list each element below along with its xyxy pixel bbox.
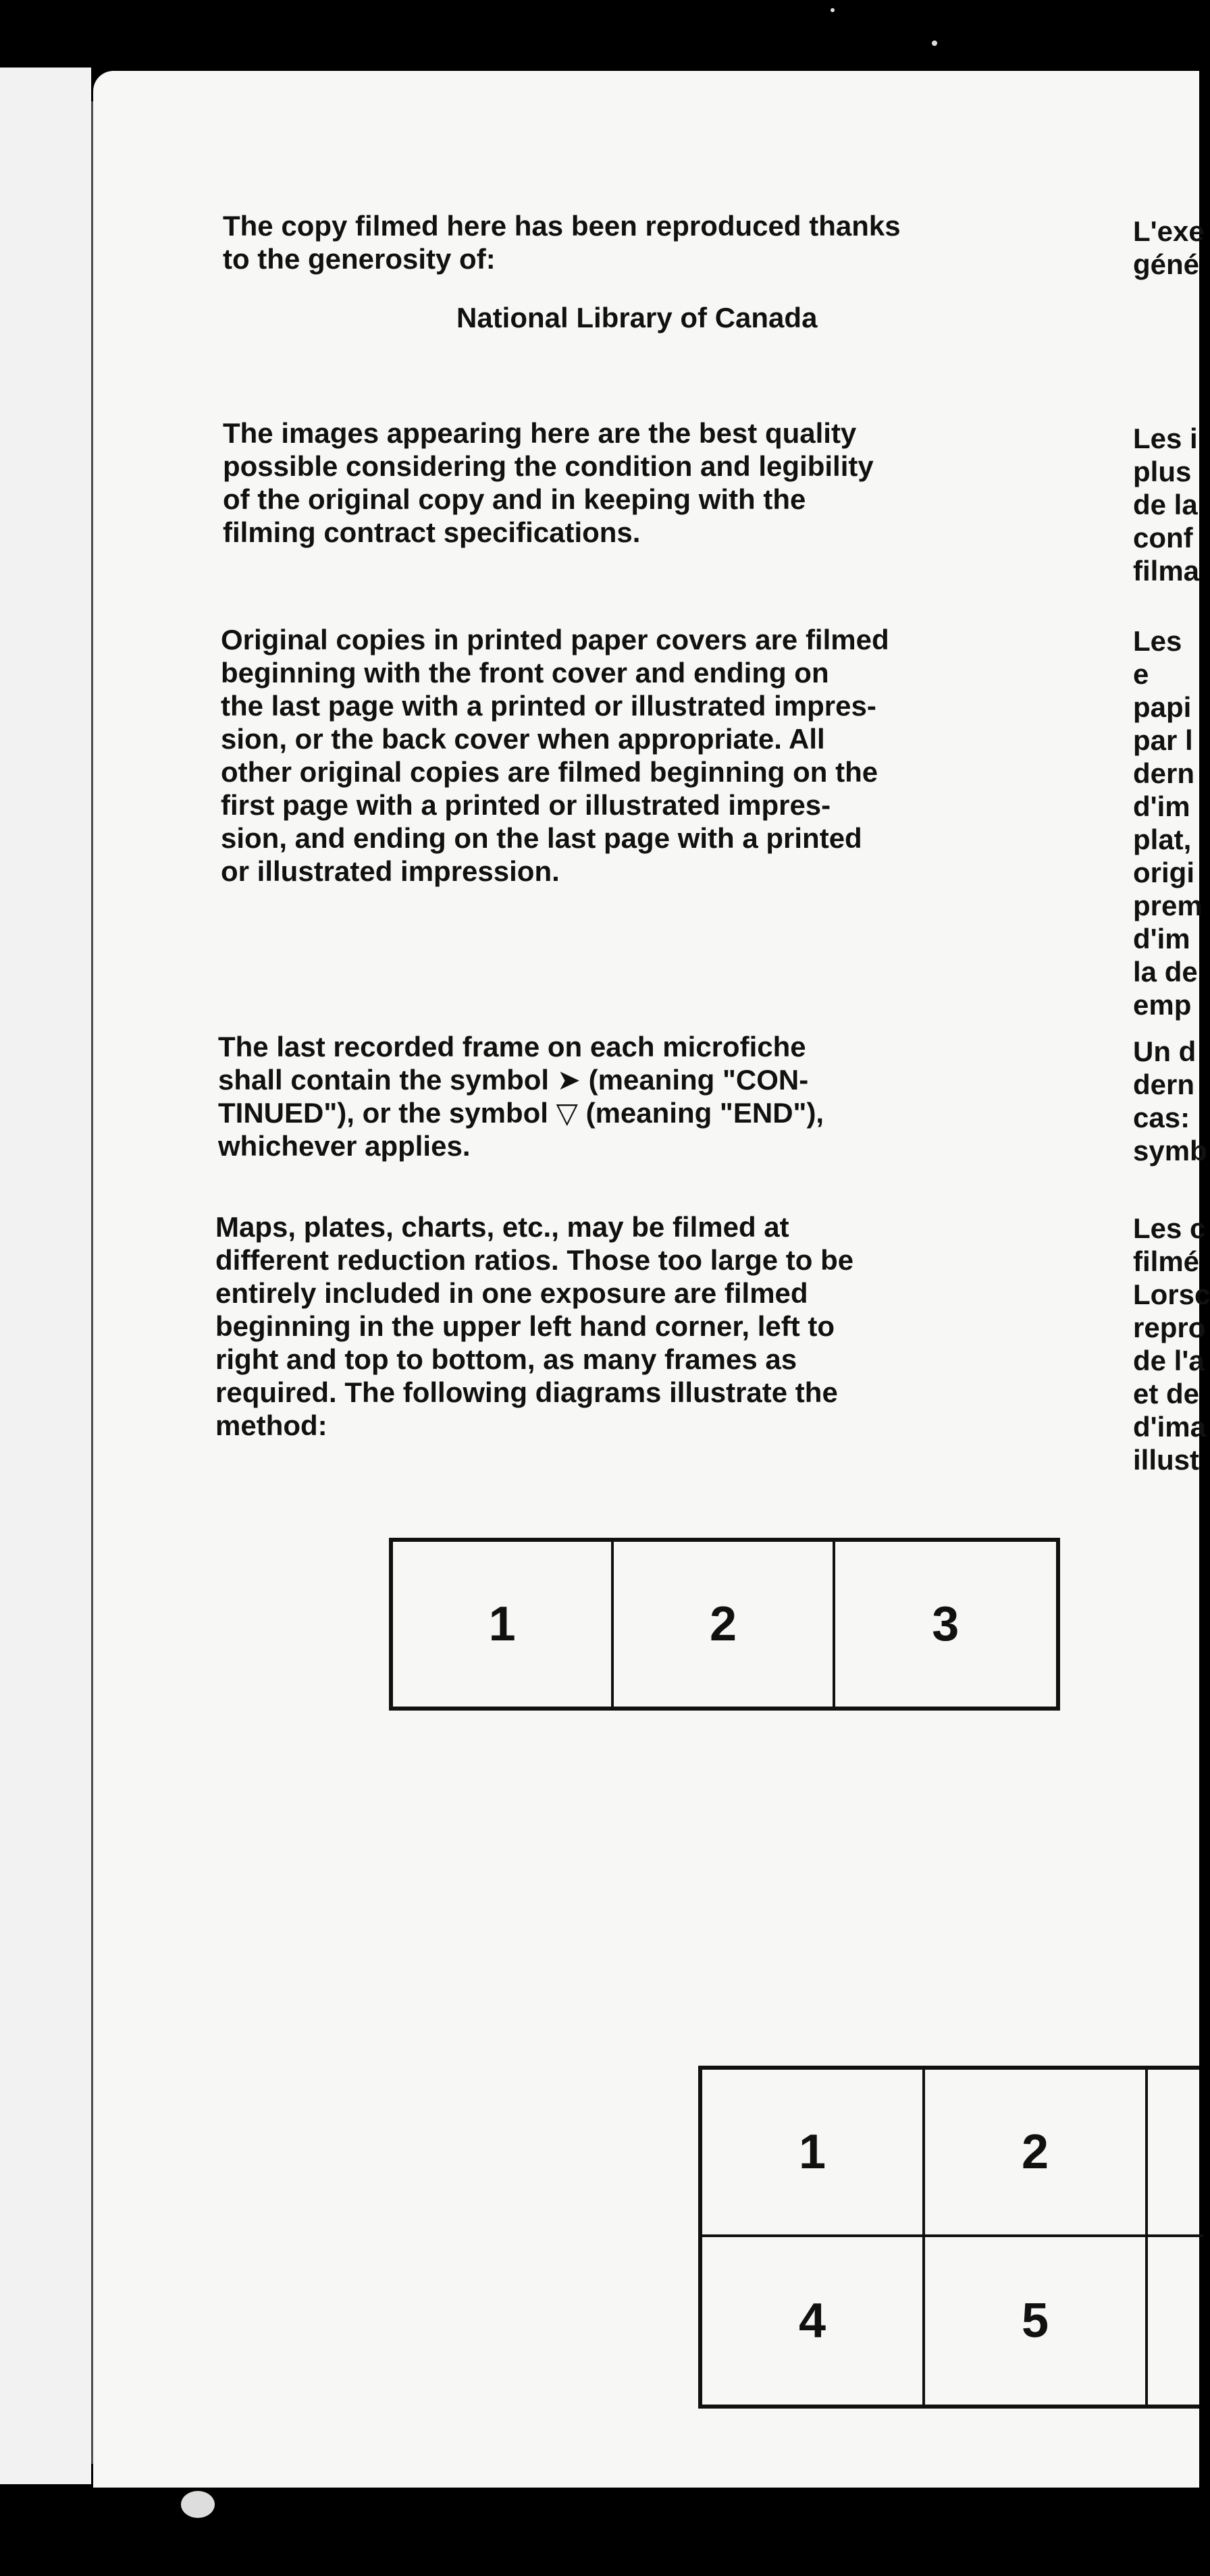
frame-cell: 4	[702, 2237, 925, 2405]
frame-cell	[1148, 2070, 1203, 2237]
left-page-sheet	[0, 68, 91, 2484]
frame-cell: 1	[393, 1542, 614, 1707]
right-column-fragment-4: Un d dern cas: symb	[1133, 1036, 1207, 1166]
right-column-fragment-1: L'exe géné	[1133, 215, 1205, 280]
frame-cell: 2	[614, 1542, 835, 1707]
maps-plates-paragraph: Maps, plates, charts, etc., may be filmed at different reduction ratios. Those too large to be entirely included in one exposure are filmed beginning in the upper left hand corner, left to right and top to bottom, as many frames as required. The following diagrams illustrate the method:	[215, 1211, 854, 1441]
library-name: National Library of Canada	[456, 302, 818, 333]
original-copies-paragraph: Original copies in printed paper covers are filmed beginning with the front cover and ending on the last page with a printed or illustrated impres- sion, or the back cover when appropriate. All other original copies are filmed beginning on the first page with a printed or illustrated impres- sion, and ending on the last page with a printed or illustrated impression.	[221, 624, 889, 887]
frame-cell: 5	[925, 2237, 1148, 2405]
microfiche-symbol-paragraph: The last recorded frame on each microfiche shall contain the symbol ➤ (meaning "CON- TINUED"), or the symbol ▽ (meaning "END"), whichever applies.	[218, 1031, 824, 1162]
frame-cell: 1	[702, 2070, 925, 2237]
dust-speck	[831, 8, 835, 12]
right-column-fragment-3: Les e papi par l dern d'im plat, origi prem d'im la de emp	[1133, 625, 1203, 1021]
frame-diagram-grid	[698, 2066, 1199, 2409]
right-column-fragment-5: Les c filmé Lorsc repro de l'a et de d'ima illust	[1133, 1212, 1210, 1476]
dust-speck	[181, 2491, 215, 2518]
image-quality-paragraph: The images appearing here are the best quality possible considering the condition and legibility of the original copy and in keeping with the filming contract specifications.	[223, 417, 874, 548]
dust-speck	[932, 41, 937, 46]
copy-notice: The copy filmed here has been reproduced thanks to the generosity of:	[223, 210, 901, 275]
frame-cell	[1148, 2237, 1203, 2405]
frame-cell: 2	[925, 2070, 1148, 2237]
right-column-fragment-2: Les i plus de la conf filma	[1133, 423, 1200, 587]
frame-cell: 3	[932, 1597, 959, 1651]
frame-diagram-row	[389, 1538, 1060, 1711]
